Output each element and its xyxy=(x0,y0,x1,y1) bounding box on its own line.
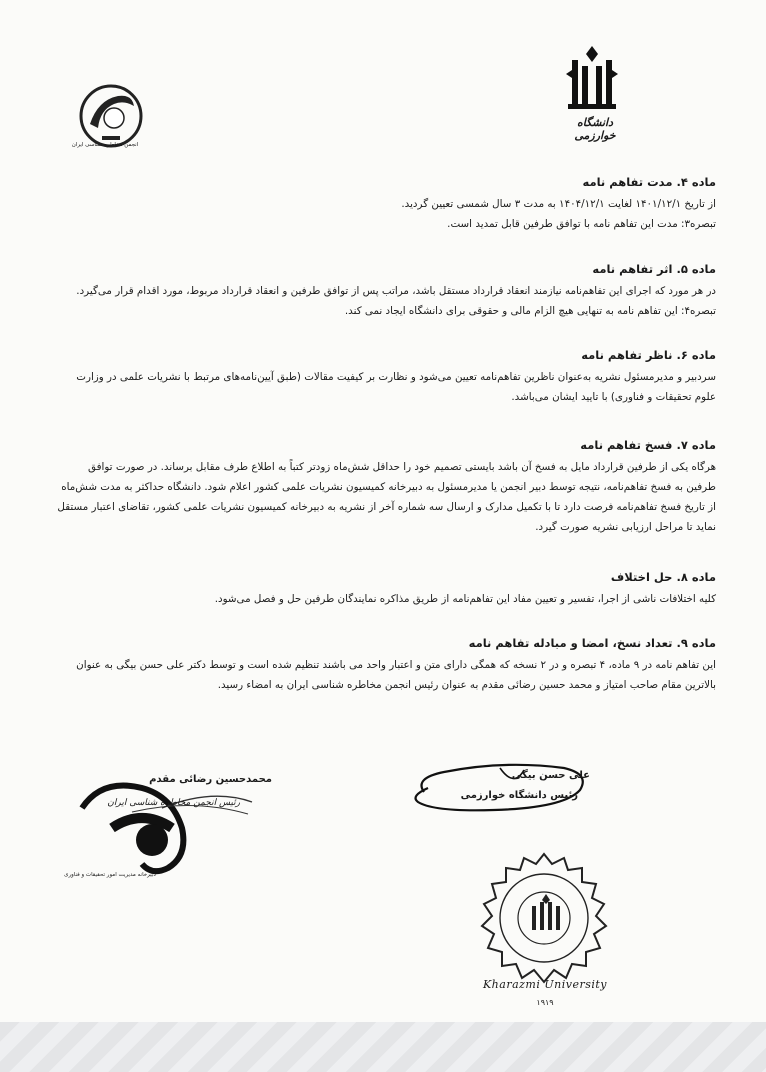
article-5-heading: ماده ۵. اثر تفاهم نامه xyxy=(592,262,716,276)
article-8 xyxy=(56,570,716,609)
article-8-line-1: کلیه اختلافات ناشی از اجرا، تفسیر و تعیین مفاد این تفاهم‌نامه از طریق مذاکره نمایندگان طرفین حل و فصل می‌شود. xyxy=(214,593,716,605)
left-stamp-caption: دبیرخانه مدیریت امور تحقیقات و فناوری xyxy=(64,872,156,878)
article-4-line-1: از تاریخ ۱۴۰۱/۱۲/۱ لغایت ۱۴۰۴/۱۲/۱ به مدت ۳ سال شمسی تعیین گردید. xyxy=(401,198,716,210)
left-signatory-name: محمدحسین رضائی مقدم xyxy=(149,774,272,785)
article-4-note: تبصره۳: مدت این تفاهم نامه با توافق طرفین قابل تمدید است. xyxy=(447,218,716,230)
article-5 xyxy=(56,262,716,321)
left-logo-caption: انجمن مخاطره شناسی ایران xyxy=(71,142,139,148)
right-logo-caption: دانشگاه خوارزمی xyxy=(574,116,616,142)
article-4 xyxy=(56,175,716,234)
article-5-note: تبصره۴: این تفاهم نامه به تنهایی هیچ الزام مالی و حقوقی برای دانشگاه ایجاد نمی کند. xyxy=(344,305,716,317)
left-signatory-title: رئیس انجمن مخاطره شناسی ایران xyxy=(107,798,240,808)
article-7-line-1: هرگاه یکی از طرفین قرارداد مایل به فسخ آن باشد بایستی تصمیم خود را حداقل شش‌ماه زودتر کتباً به اطلاع طرف مقابل برساند. در صورت توافق طرفین به فسخ تفاهم‌نامه، نتیجه توسط دبیر انجمن یا مدیرمسئول به دبیرخانه کمیسیون نشریات علمی کشور اعلام شود. دانشگاه حداکثر به مدت شش‌ماه از تاریخ فسخ تفاهم‌نامه فرصت دارد تا با تکمیل مدارک و ارسال سه شماره آخر از نشریه به دبیرخانه کمیسیون نشریات علمی کشور، تقاضای اعتبار مستقل نماید تا مراحل ارزیابی نشریه صورت گیرد. xyxy=(57,461,716,533)
article-7 xyxy=(56,438,716,537)
article-9 xyxy=(56,636,716,695)
seal-year: ۱۹۱۹ xyxy=(536,998,554,1007)
university-logo-icon xyxy=(562,44,622,114)
article-6-heading: ماده ۶. ناظر تفاهم نامه xyxy=(581,348,716,362)
article-5-line-1: در هر مورد که اجرای این تفاهم‌نامه نیازمند انعقاد قرارداد مستقل باشد، مراتب پس از توافق طرفین و انعقاد قرارداد مربوط، مورد اقدام قرار می‌گیرد. xyxy=(76,285,716,297)
signature-scribble-icon xyxy=(404,758,594,818)
article-9-heading: ماده ۹. تعداد نسخ، امضا و مبادله تفاهم نامه xyxy=(468,636,716,650)
article-6-line-1: سردبیر و مدیرمسئول نشریه به‌عنوان ناظرین تفاهم‌نامه تعیین می‌شود و نظارت بر کیفیت مقالات (طبق آیین‌نامه‌های مرتبط با نشریات علمی در وزارت علوم تحقیقات و فناوری) با تایید ایشان می‌باشد. xyxy=(76,371,716,403)
article-8-heading: ماده ۸. حل اختلاف xyxy=(610,570,716,584)
article-6 xyxy=(56,348,716,407)
article-7-heading: ماده ۷. فسخ تفاهم نامه xyxy=(580,438,716,452)
article-9-line-1: این تفاهم نامه در ۹ ماده، ۴ تبصره و در ۲ نسخه که همگی دارای متن و اعتبار واحد می باشند تنظیم شده است و توسط دکتر علی حسن بیگی به عنوان بالاترین مقام صاحب امتیاز و محمد حسین رضائی مقدم به عنوان رئیس انجمن مخاطره شناسی ایران به امضاء رسید. xyxy=(76,659,716,691)
university-seal-icon xyxy=(474,848,614,988)
background-band xyxy=(0,1022,766,1072)
right-signatory-name: علی حسن بیگی xyxy=(511,770,590,781)
right-signatory-title: رئیس دانشگاه خوارزمی xyxy=(460,790,578,801)
article-4-heading: ماده ۴. مدت تفاهم نامه xyxy=(582,175,716,189)
seal-caption: Kharazmi University xyxy=(482,978,608,991)
